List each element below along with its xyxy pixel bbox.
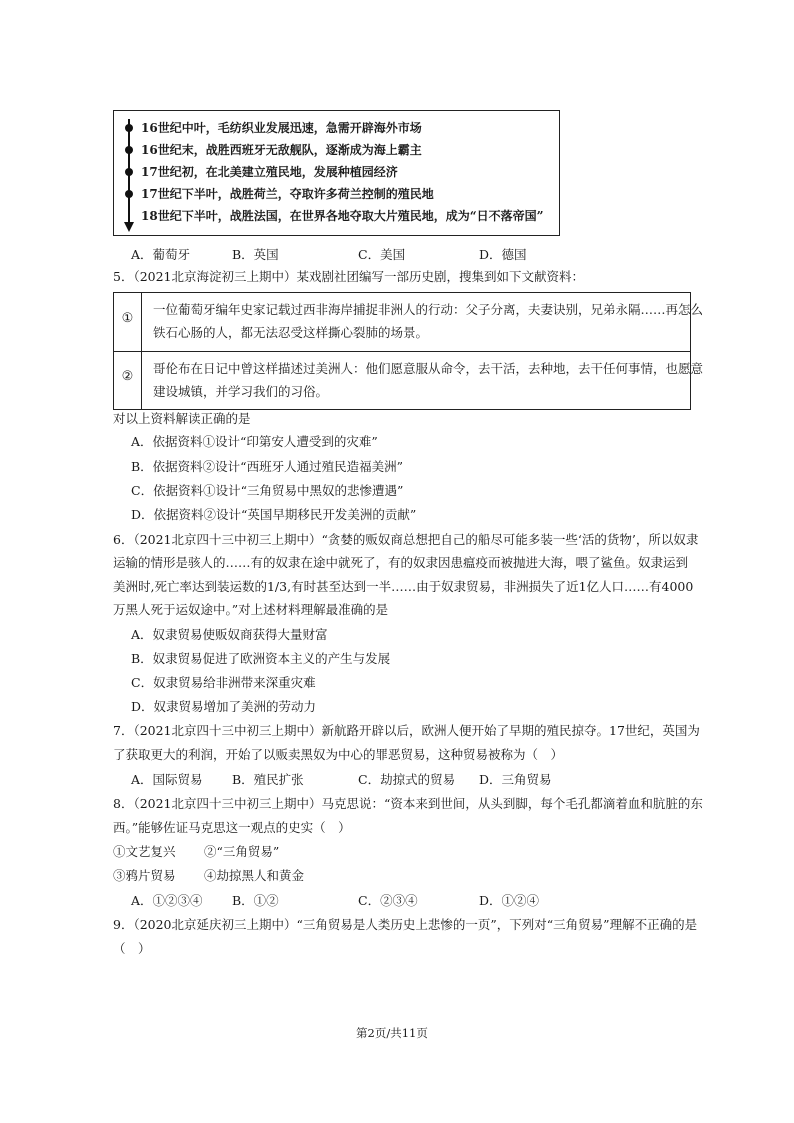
material-text: 一位葡萄牙编年史家记载过西非海岸捕捉非洲人的行动：父子分离，夫妻诀别，兄弟永隔……再怎么 [153, 302, 704, 317]
material-number: ① [121, 311, 134, 326]
timeline-dot [125, 168, 133, 176]
q7-option-c: C．劫掠式的贸易 [358, 772, 456, 787]
material-text: 哥伦布在日记中曾这样描述过美洲人：他们愿意服从命令，去干活，去种地，去干任何事情，也愿意 [153, 361, 704, 376]
q6-option-b: B．奴隶贸易促进了欧洲资本主义的产生与发展 [131, 651, 391, 666]
page-footer: 第2页/共11页 [356, 1026, 428, 1040]
q6-option-d: D．奴隶贸易增加了美洲的劳动力 [131, 699, 317, 714]
q6-stem-line: 运输的情形是骇人的……有的奴隶在途中就死了，有的奴隶因患瘟疫而被抛进大海，喂了鲨鱼。奴隶运到 [113, 555, 689, 570]
q9-stem-line: 9．（2020北京延庆初三上期中）“三角贸易是人类历史上悲惨的一页”，下列对“三角贸易”理解不正确的是 [113, 917, 698, 932]
timeline-dot [125, 124, 133, 132]
q6-stem-line: 万黑人死于运奴途中。”对上述材料理解最准确的是 [113, 602, 389, 617]
q4-option-c: C．美国 [358, 247, 406, 262]
q6-stem-line: 美洲时,死亡率达到装运数的1/3,有时甚至达到一半……由于奴隶贸易，非洲损失了近1亿人口……有4000 [113, 579, 694, 594]
material-text: 铁石心肠的人，都无法忍受这样撕心裂肺的场景。 [153, 325, 429, 340]
q5-option-c: C．依据资料①设计“三角贸易中黑奴的悲惨遭遇” [131, 483, 404, 498]
timeline-box [113, 110, 560, 236]
q4-option-b: B．英国 [232, 247, 279, 262]
material-number: ② [121, 369, 134, 384]
timeline-entry: 18世纪下半叶，战胜法国，在世界各地夺取大片殖民地，成为“日不落帝国” [141, 209, 544, 223]
q4-option-d: D．德国 [479, 247, 527, 262]
q8-option-d: D．①②④ [479, 893, 540, 908]
q6-stem-line: 6．（2021北京四十三中初三上期中）“贪婪的贩奴商总想把自己的船尽可能多装一些‘活的货物’，所以奴隶 [113, 532, 699, 547]
q5-option-d: D．依据资料②设计“英国早期移民开发美洲的贡献” [131, 507, 417, 522]
q5-question: 对以上资料解读正确的是 [113, 411, 251, 426]
q7-option-a: A．国际贸易 [131, 772, 203, 787]
q7-option-d: D．三角贸易 [479, 772, 552, 787]
q5-option-a: A．依据资料①设计“印第安人遭受到的灾难” [131, 434, 378, 449]
q7-option-b: B．殖民扩张 [232, 772, 304, 787]
materials-table [113, 292, 704, 410]
q5-option-b: B．依据资料②设计“西班牙人通过殖民造福美洲” [131, 459, 403, 474]
q8-item: ①文艺复兴 [113, 844, 176, 859]
q5-stem: 5．（2021北京海淀初三上期中）某戏剧社团编写一部历史剧，搜集到如下文献资料： [113, 269, 585, 284]
q6-option-c: C．奴隶贸易给非洲带来深重灾难 [131, 675, 316, 690]
q9-stem-line: （ ） [113, 941, 151, 956]
timeline-entry: 17世纪下半叶，战胜荷兰，夺取许多荷兰控制的殖民地 [141, 187, 434, 201]
q8-stem-line: 西。”能够佐证马克思这一观点的史实（ ） [113, 820, 351, 835]
q7-stem-line: 了获取更大的利润，开始了以贩卖黑奴为中心的罪恶贸易，这种贸易被称为（ ） [113, 747, 564, 762]
q8-option-a: A．①②③④ [131, 893, 203, 908]
q8-item: ③鸦片贸易 [113, 868, 176, 883]
table-divider [114, 351, 690, 352]
timeline-entry: 16世纪末，战胜西班牙无敌舰队，逐渐成为海上霸主 [141, 143, 422, 157]
timeline-entry: 17世纪初，在北美建立殖民地，发展种植园经济 [141, 165, 398, 179]
q7-stem-line: 7．（2021北京四十三中初三上期中）新航路开辟以后，欧洲人便开始了早期的殖民掠夺。17世纪，英国为 [113, 723, 700, 738]
timeline-entry: 16世纪中叶，毛纺织业发展迅速，急需开辟海外市场 [141, 121, 422, 135]
timeline-dot [125, 190, 133, 198]
timeline-arrow-icon [124, 222, 134, 232]
material-text: 建设城镇，并学习我们的习俗。 [153, 384, 329, 399]
q4-option-a: A．葡萄牙 [131, 247, 191, 262]
q8-stem-line: 8．（2021北京四十三中初三上期中）马克思说：“资本来到世间，从头到脚，每个毛孔都滴着血和肮脏的东 [113, 796, 703, 811]
timeline-dot [125, 146, 133, 154]
q8-option-c: C．②③④ [358, 893, 418, 908]
q6-option-a: A．奴隶贸易使贩奴商获得大量财富 [131, 627, 328, 642]
q8-item: ②“三角贸易” [204, 844, 280, 859]
q8-option-b: B．①② [232, 893, 279, 908]
q8-item: ④劫掠黑人和黄金 [204, 868, 305, 883]
